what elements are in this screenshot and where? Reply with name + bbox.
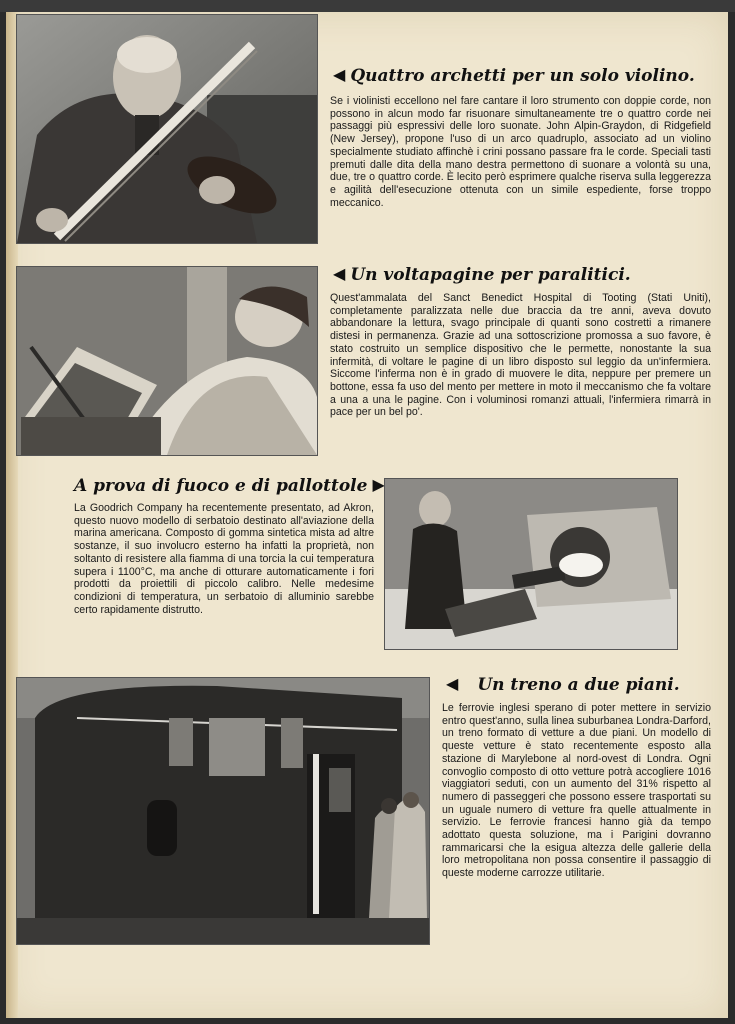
- viewer-top-bar: [0, 0, 735, 12]
- article-4-title: ◀ Un treno a due piani.: [446, 674, 680, 695]
- article-2-title: ◀ Un voltapagine per paralitici.: [333, 264, 631, 285]
- article-3-body: La Goodrich Company ha recentemente presentato, ad Akron, questo nuovo modello di serbatoio destinato all'aviazione della marina americana. Composto di gomma sintetica mista ad altre sostanze, il suo involucro esterno ha infatti la proprietà, non soltanto di resistere alla fiamma di una torcia la cui temperatura supera i 1100°C, ma anche di otturare automaticamente i fori prodotti da proiettili di piccolo calibro. Nelle medesime condizioni di temperatura, un serbatoio di alluminio sarebbe certo rapidamente distrutto.: [74, 502, 374, 616]
- article-1-body: Se i violinisti eccellono nel fare cantare il loro strumento con doppie corde, non possono in alcun modo far risuonare simultaneamente tre o quattro corde nei passaggi più espressivi delle loro suonate. John Alpin-Graydon, di Ridgefield (New Jersey), propone l'uso di un arco quadruplo, associato ad un violino specialmente studiato affinchè i crini possano passare fra le corde. Speciali tasti premuti dalle dita della mano destra permettono di suonare a volontà su una, due, tre o quattro corde. È lecito però esprimere qualche riserva sulla leggerezza e agilità dell'esecuzione ottenuta con un simile espediente, forse troppo meccanico.: [330, 95, 711, 209]
- article-4-body: Le ferrovie inglesi sperano di poter mettere in servizio entro quest'anno, sulla linea suburbanea Londra-Darford, un treno formato di vetture a due piani. Un modello di queste vetture è stato recentemente esposto alla stazione di Marylebone al nord-ovest di Londra. Ogni convoglio composto di otto vetture potrà accogliere 1016 viaggiatori seduti, con un aumento del 31% rispetto al numero di passeggeri che possono essere trasportati su un uguale numero di vetture fra quelle attualmente in servizio. Le ferrovie francesi hanno già da tempo adottato questa soluzione, ma i Parigini dovranno rammaricarsi che la esigua altezza delle gallerie della loro metropolitana non possa consentire il passaggio di queste moderne carrozze utilitarie.: [442, 702, 711, 880]
- magazine-page: [6, 12, 728, 1018]
- double-decker-train-photo: [16, 677, 430, 945]
- article-3-title: A prova di fuoco e di pallottole ▶: [74, 475, 385, 496]
- right-arrow-icon: ▶: [372, 475, 385, 494]
- left-arrow-icon: ◀: [333, 264, 346, 283]
- article-2-body: Quest'ammalata del Sanct Benedict Hospital di Tooting (Stati Uniti), completamente paralizzata nelle due braccia da tre anni, aveva dovuto abbandonare la lettura, svago principale di quanti sono costretti a rimanere distesi in permanenza. Grazie ad una sottoscrizione promossa a suo favore, è stato costruito un semplice dispositivo che le permette, nonostante la sua infermità, di voltare le pagine di un libro disposto sul leggio da un'infermiera. Siccome l'inferma non è in grado di muovere le dita, neppure per premere un bottone, essa fa uso del mento per mettere in moto il meccanismo che fa voltare a una a una le pagine. Con i voluminosi romanzi attuali, l'infermiera rimarrà in pace per un bel po'.: [330, 292, 711, 419]
- page-turner-photo: [16, 266, 318, 456]
- left-arrow-icon: ◀: [446, 674, 459, 693]
- fuel-tank-photo: [384, 478, 678, 650]
- left-arrow-icon: ◀: [333, 65, 346, 84]
- violin-photo: [16, 14, 318, 244]
- article-1-title: ◀ Quattro archetti per un solo violino.: [333, 65, 695, 86]
